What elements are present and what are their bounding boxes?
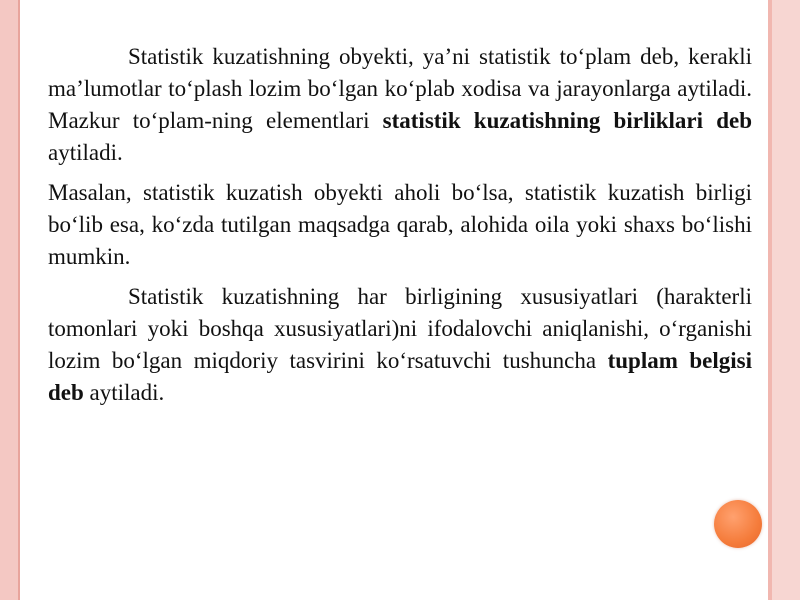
paragraph-3-bold: tuplam belgisi deb bbox=[48, 348, 752, 405]
paragraph-1-text-a: Statistik kuzatishning obyekti, ya’ni statistik to‘plam deb, kerakli ma’lumotlar to‘plash lozim bo‘lgan ko‘plab xodisa va jarayonlarga aytiladi. Mazkur to‘plam-ning elementlari bbox=[48, 44, 752, 133]
left-border-outer bbox=[0, 0, 18, 600]
paragraph-3-text-a: Statistik kuzatishning har birligining xususiyatlari (harakterli tomonlari yoki boshqa xususiyatlari)ni ifodalovchi aniqlanishi, o‘rganishi lozim bo‘lgan miqdoriy tasvirini ko‘rsatuvchi tushuncha bbox=[48, 284, 752, 373]
paragraph-1 bbox=[48, 41, 752, 169]
slide-body bbox=[48, 41, 752, 417]
paragraph-2 bbox=[48, 177, 752, 273]
orange-circle-decoration bbox=[714, 500, 762, 548]
paragraph-3-text-b: aytiladi. bbox=[83, 380, 165, 405]
left-border-inner bbox=[18, 0, 20, 600]
paragraph-1-text-b: aytiladi. bbox=[48, 140, 123, 165]
paragraph-3 bbox=[48, 281, 752, 409]
right-border-outer bbox=[772, 0, 800, 600]
paragraph-1-bold: statistik kuzatishning birliklari deb bbox=[382, 108, 752, 133]
paragraph-2-text: Masalan, statistik kuzatish obyekti aholi bo‘lsa, statistik kuzatish birligi bo‘lib esa, ko‘zda tutilgan maqsadga qarab, alohida oila yoki shaxs bo‘lishi mumkin. bbox=[48, 180, 752, 269]
